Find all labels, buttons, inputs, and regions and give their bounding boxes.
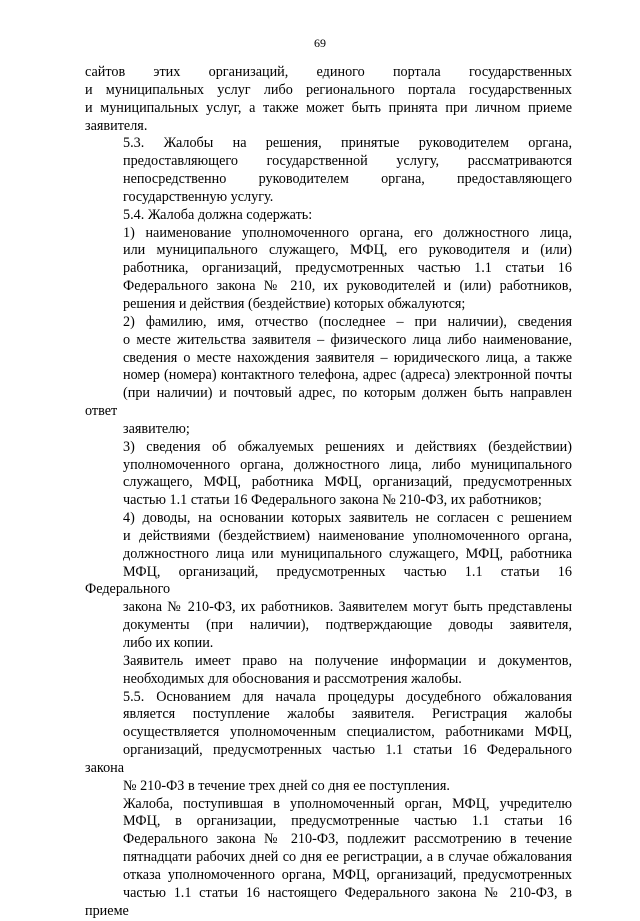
text-line: или муниципального служащего, МФЦ, его руководителя и (или) <box>123 242 572 259</box>
text-line: номер (номера) контактного телефона, адрес (адреса) электронной почты <box>123 367 572 384</box>
text-line: МФЦ, организаций, предусмотренных частью 1.1 статьи 16 Федерального <box>85 563 572 598</box>
document-body <box>85 64 572 921</box>
text-line: заявителю; <box>123 420 190 437</box>
text-line: (при наличии) и почтовый адрес, по которым должен быть направлен ответ <box>85 385 572 420</box>
text-line: сайтов этих организаций, единого портала государственных <box>85 64 572 80</box>
text-line: сведения о месте нахождения заявителя – юридического лица, а также <box>123 349 572 366</box>
text-line: 5.5. Основанием для начала процедуры досудебного обжалования <box>123 688 572 705</box>
paragraph <box>85 64 572 135</box>
text-line: Федерального закона № 210-ФЗ, подлежит рассмотрению в течение <box>123 831 572 848</box>
text-line: и муниципальных услуг либо регионального портала государственных <box>85 81 572 98</box>
text-line: работника, организаций, предусмотренных частью 1.1 статьи 16 <box>123 260 572 277</box>
text-line: непосредственно руководителем органа, предоставляющего <box>123 171 572 188</box>
text-line: организаций, предусмотренных частью 1.1 статьи 16 Федерального закона <box>85 742 572 776</box>
text-line: Заявитель имеет право на получение информации и документов, <box>123 652 572 669</box>
paragraph <box>85 510 572 653</box>
text-line: либо их копии. <box>123 635 214 651</box>
text-line: о месте жительства заявителя – физического лица либо наименование, <box>123 331 572 348</box>
text-line: заявителя. <box>85 117 148 134</box>
paragraph <box>85 135 572 206</box>
text-line: частью 1.1 статьи 16 настоящего Федерального закона № 210-ФЗ, в приеме <box>85 884 572 919</box>
paragraph <box>85 225 572 314</box>
paragraph <box>85 314 572 439</box>
text-line: Жалоба, поступившая в уполномоченный орган, МФЦ, учредителю <box>123 795 572 812</box>
text-line: 5.3. Жалобы на решения, принятые руководителем органа, <box>123 135 572 152</box>
text-line: необходимых для обоснования и рассмотрения жалобы. <box>123 670 462 687</box>
paragraph <box>85 796 572 921</box>
text-line: 3) сведения об обжалуемых решениях и действиях (бездействии) <box>123 438 572 455</box>
text-line: осуществляется уполномоченным специалистом, работниками МФЦ, <box>123 724 572 741</box>
text-line: № 210-ФЗ в течение трех дней со дня ее поступления. <box>123 777 450 794</box>
paragraph <box>85 439 572 510</box>
paragraph <box>85 207 572 225</box>
text-line: предоставляющего государственной услугу, рассматриваются <box>123 153 572 170</box>
text-line: 1) наименование уполномоченного органа, его должностного лица, <box>123 224 572 241</box>
text-line: отказа уполномоченного органа, МФЦ, организаций, предусмотренных <box>123 866 572 883</box>
text-line: 2) фамилию, имя, отчество (последнее – при наличии), сведения <box>123 313 572 330</box>
text-line: закона № 210-ФЗ, их работников. Заявителем могут быть представлены <box>123 599 572 616</box>
text-line: является поступление жалобы заявителя. Регистрация жалобы <box>123 706 572 723</box>
text-line: решения и действия (бездействие) которых обжалуются; <box>123 295 466 312</box>
paragraph <box>85 689 572 796</box>
text-line: государственную услугу. <box>123 188 274 205</box>
paragraph <box>85 653 572 689</box>
text-line: и муниципальных услуг, а также может быть принята при личном приеме <box>85 99 572 116</box>
text-line: уполномоченного органа, должностного лица, либо муниципального <box>123 456 572 473</box>
text-line: Федерального закона № 210, их руководителей и (или) работников, <box>123 278 572 295</box>
text-line: документы (при наличии), подтверждающие доводы заявителя, <box>123 617 572 634</box>
text-line: служащего, МФЦ, работника МФЦ, организаций, предусмотренных <box>123 474 572 491</box>
text-line: должностного лица или муниципального служащего, МФЦ, работника <box>123 545 572 562</box>
text-line: пятнадцати рабочих дней со дня ее регистрации, а в случае обжалования <box>123 849 572 866</box>
text-line: и действиями (бездействием) наименование уполномоченного органа, <box>123 527 572 544</box>
page-number: 69 <box>314 36 326 50</box>
text-line: частью 1.1 статьи 16 Федерального закона № 210-ФЗ, их работников; <box>123 492 542 509</box>
text-line: 5.4. Жалоба должна содержать: <box>123 206 313 223</box>
text-line: МФЦ, в организации, предусмотренные частью 1.1 статьи 16 <box>123 813 572 830</box>
text-line: 4) доводы, на основании которых заявитель не согласен с решением <box>123 510 572 527</box>
